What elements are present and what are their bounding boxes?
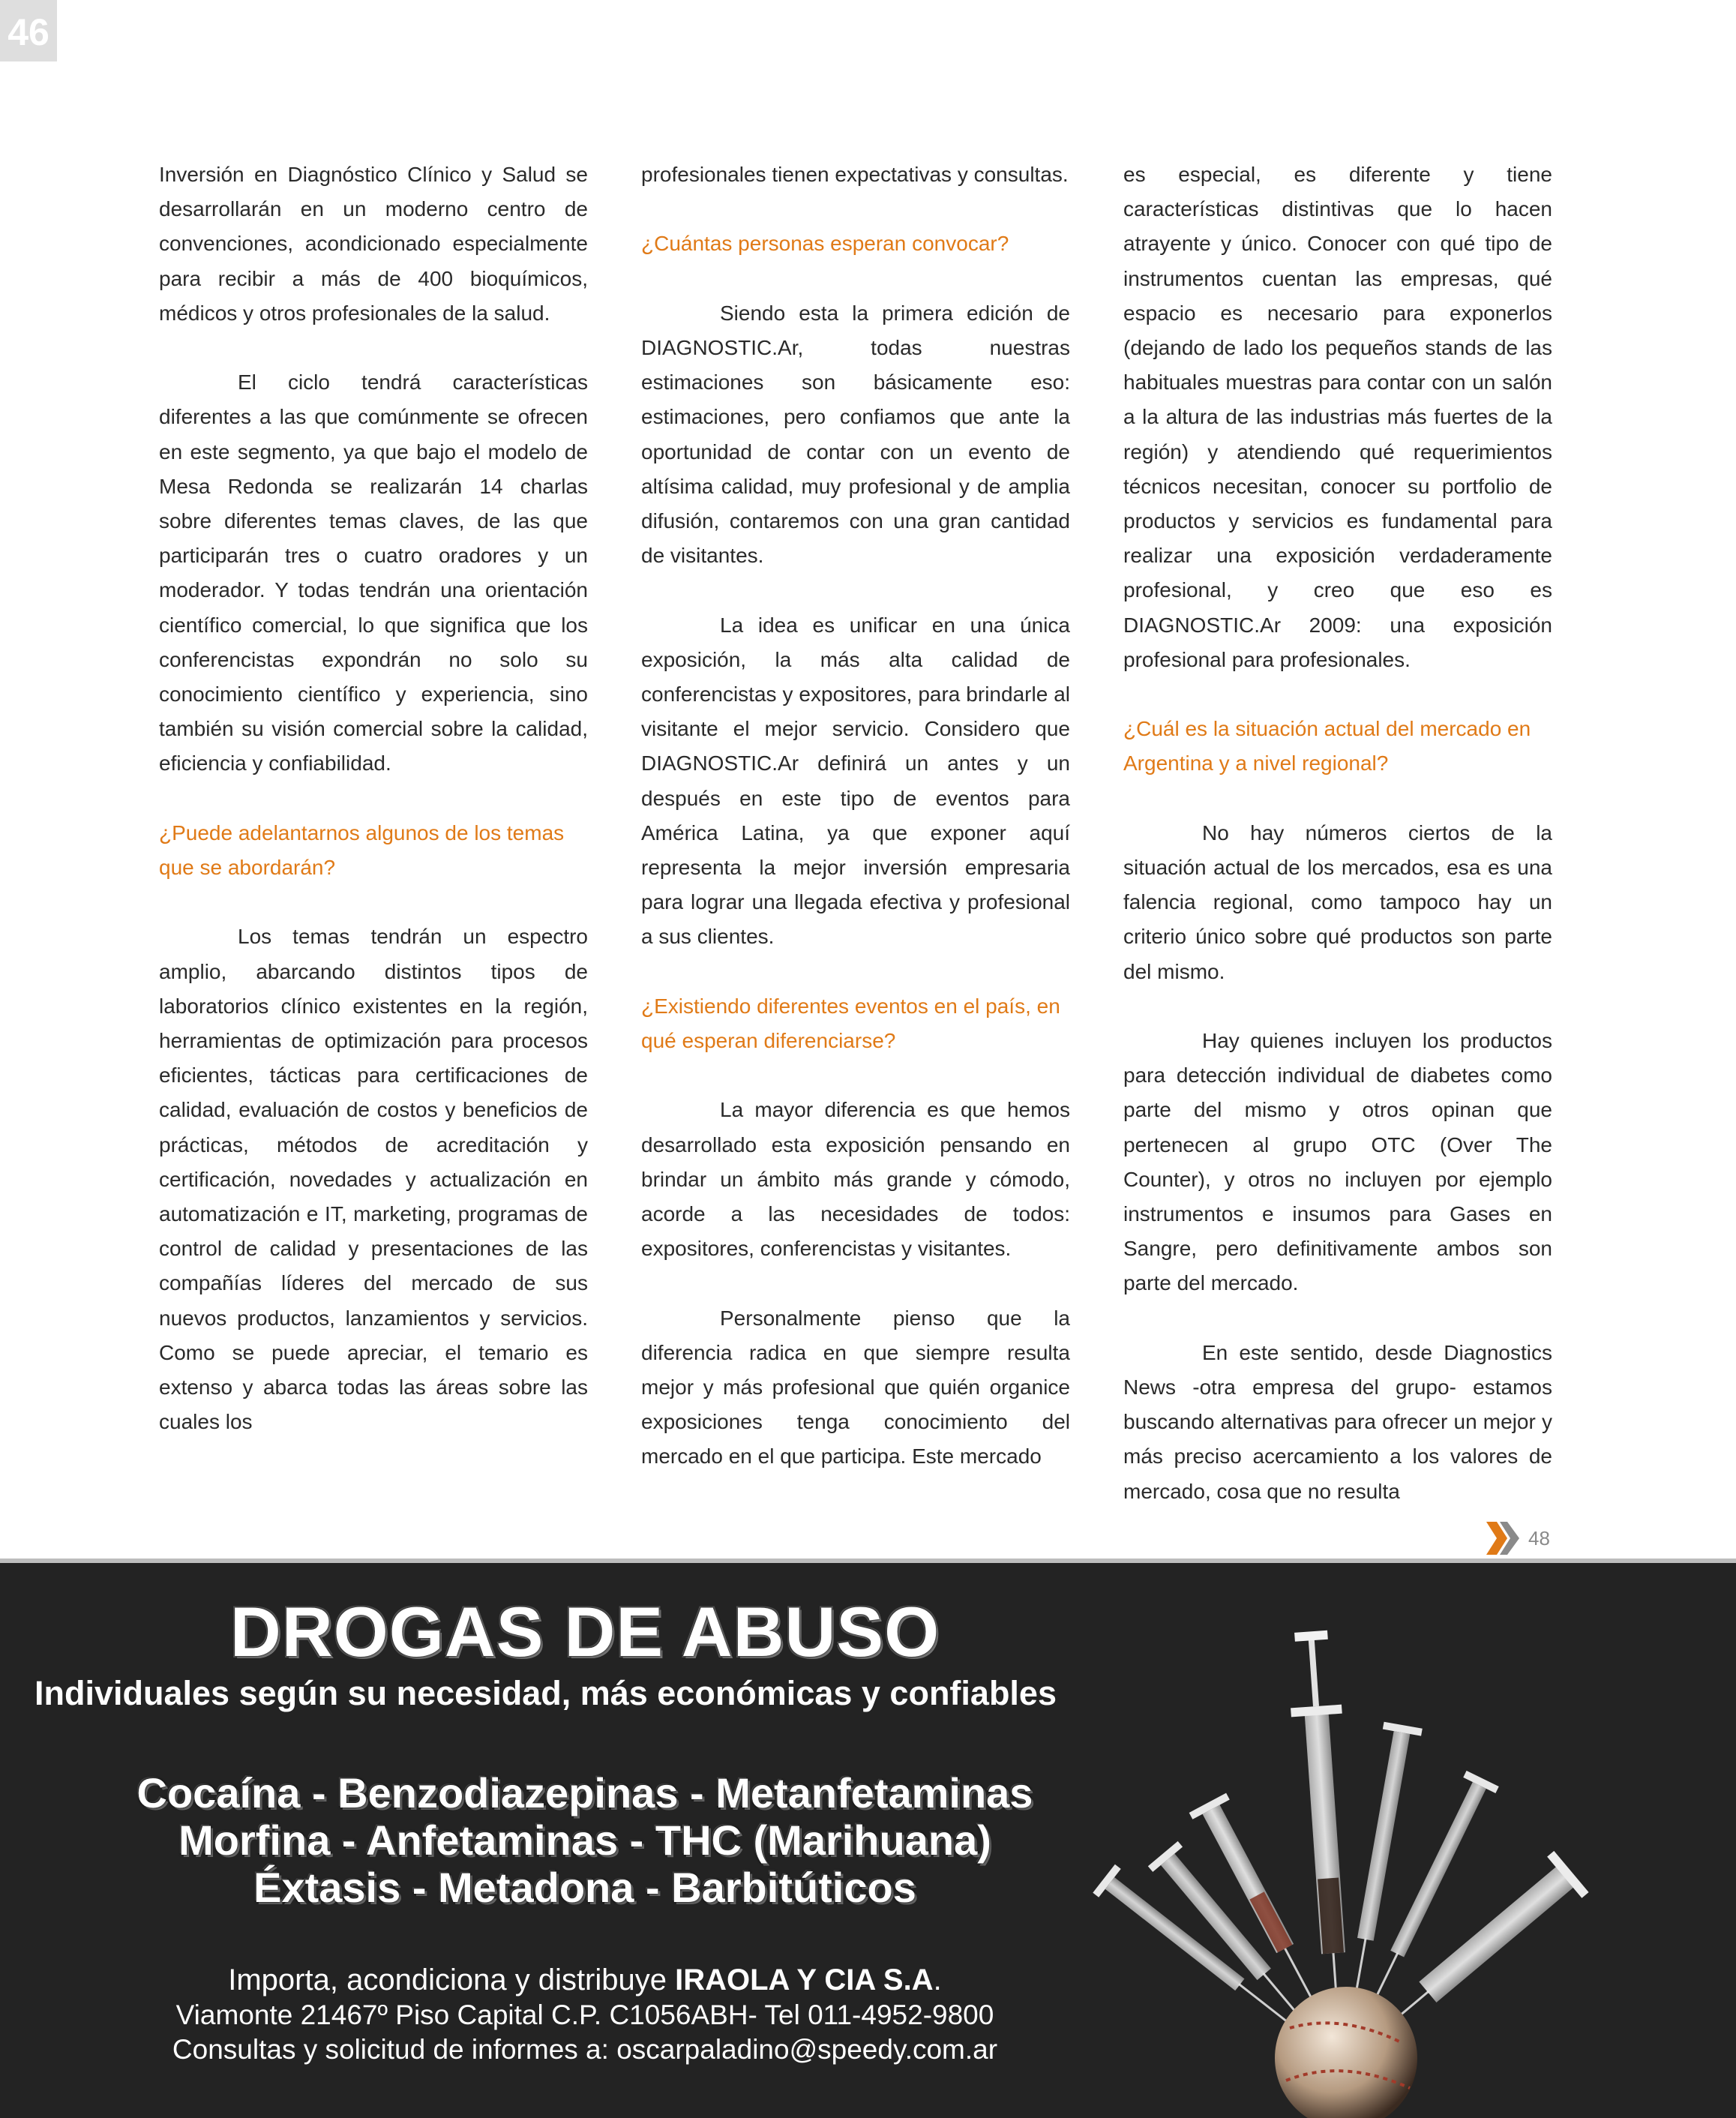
article-paragraph: Inversión en Diagnóstico Clínico y Salud se desarrollarán en un moderno centro de convenciones, acondicionado especialmente para recibir a más de 400 bioquímicos, médicos y otros profesionales de la salud. xyxy=(159,163,588,325)
advertisement xyxy=(0,1563,1736,2118)
article-column-1 xyxy=(159,158,588,1515)
ad-address: Viamonte 21467º Piso Capital C.P. C1056ABH- Tel 011-4952-9800 xyxy=(175,2000,994,2030)
ad-subtitle: Individuales según su necesidad, más económicas y confiables xyxy=(34,1674,1057,1712)
page-number xyxy=(1485,1520,1550,1557)
ad-importer xyxy=(0,1962,1170,1998)
article-paragraph: Hay quienes incluyen los productos para detección individual de diabetes como parte del mismo y otros opinan que pertenecen al grupo OTC (Over The Counter), y otros no incluyen por ejemplo instrumentos e insumos para Gases en Sangre, pero definitivamente ambos son parte del mercado. xyxy=(1123,1029,1552,1295)
ad-contact xyxy=(0,1962,1170,2067)
article-paragraph: La idea es unificar en una única exposición, la más alta calidad de conferencistas y expositores, para brindarle al visitante el mejor servicio. Considero que DIAGNOSTIC.Ar definirá un antes y un después en este tipo de eventos para América Latina, ya que exponer aquí representa la mejor inversión empresaria para lograr una llegada efectiva y profesional a sus clientes. xyxy=(641,613,1070,949)
double-chevron-icon xyxy=(1485,1520,1522,1556)
article-paragraph: Los temas tendrán un espectro amplio, abarcando distintos tipos de laboratorios clínico existentes en la región, herramientas de optimización para procesos eficientes, tácticas para certificaciones de calidad, evaluación de costos y beneficios de prácticas, métodos de acreditación y certificación, novedades y actualización en automatización e IT, marketing, programas de control de calidad y presentaciones de las compañías líderes del mercado de sus nuevos productos, lanzamientos y servicios. Como se puede apreciar, el temario es extenso y abarca todas las áreas sobre las cuales los xyxy=(159,925,588,1434)
article-paragraph: es especial, es diferente y tiene características distintivas que lo hacen atrayente y único. Conocer con qué tipo de instrumentos cuentan las empresas, qué espacio es necesario para exponerlos (dejando de lado los pequeños stands de las habituales muestras para contar con un salón a la altura de las industrias más fuertes de la región) y atendiendo qué requerimientos técnicos necesitan, conocer su portfolio de productos y servicios es fundamental para realizar una exposición verdaderamente profesional, y creo que eso es DIAGNOSTIC.Ar 2009: una exposición profesional para profesionales. xyxy=(1123,163,1552,671)
interview-question: ¿Puede adelantarnos algunos de los temas que se abordarán? xyxy=(159,820,565,880)
article-column-3 xyxy=(1123,158,1552,1515)
ad-title: DROGAS DE ABUSO xyxy=(229,1592,940,1671)
article-paragraph: En este sentido, desde Diagnostics News -otra empresa del grupo- estamos buscando alternativas para ofrecer un mejor y más preciso acercamiento a los valores de mercado, cosa que no resulta xyxy=(1123,1340,1552,1503)
ad-drug-line: Cocaína - Benzodiazepinas - Metanfetaminas xyxy=(136,1769,1033,1816)
interview-question: ¿Cuántas personas esperan convocar? xyxy=(641,232,1009,256)
ad-company-suffix: . xyxy=(933,1964,942,1996)
interview-question: ¿Existiendo diferentes eventos en el país, en qué esperan diferenciarse? xyxy=(641,994,1060,1053)
ad-company: IRAOLA Y CIA S.A xyxy=(675,1964,934,1996)
ad-inquiries: Consultas y solicitud de informes a: oscarpaladino@speedy.com.ar xyxy=(172,2034,998,2065)
ad-drug-line: Éxtasis - Metadona - Barbitúticos xyxy=(253,1864,916,1911)
article-paragraph: No hay números ciertos de la situación actual de los mercados, esa es una falencia regional, como tampoco hay un criterio único sobre qué productos son parte del mismo. xyxy=(1123,820,1552,983)
article-column-2 xyxy=(641,158,1070,1515)
article-paragraph: Personalmente pienso que la diferencia radica en que siempre resulta mejor y más profesional que quién organice exposiciones tenga conocimiento del mercado en el que participa. Este mercado xyxy=(641,1306,1070,1468)
ad-drug-list xyxy=(0,1769,1170,1911)
interview-question: ¿Cuál es la situación actual del mercado en Argentina y a nivel regional? xyxy=(1123,717,1531,776)
article-paragraph: Siendo esta la primera edición de DIAGNOSTIC.Ar, todas nuestras estimaciones son básicamente eso: estimaciones, pero confiamos que ante la oportunidad de contar con un evento de altísima calidad, muy profesional y de amplia difusión, contaremos con una gran cantidad de visitantes. xyxy=(641,301,1070,568)
page-tab-number: 46 xyxy=(0,0,57,62)
article-columns xyxy=(159,158,1552,1515)
article-paragraph: profesionales tienen expectativas y consultas. xyxy=(641,163,1069,186)
syringes-baseball-illustration xyxy=(1080,1563,1605,2118)
ad-importer-prefix: Importa, acondiciona y distribuye xyxy=(228,1964,676,1996)
article-paragraph: La mayor diferencia es que hemos desarrollado esta exposición pensando en brindar un ámbito más grande y cómodo, acorde a las necesidades de todos: expositores, conferencistas y visitantes. xyxy=(641,1098,1070,1261)
ad-drug-line: Morfina - Anfetaminas - THC (Marihuana) xyxy=(178,1816,991,1864)
article-paragraph: El ciclo tendrá características diferentes a las que comúnmente se ofrecen en este segmento, ya que bajo el modelo de Mesa Redonda se realizarán 14 charlas sobre diferentes temas claves, de las que participarán tres o cuatro oradores y un moderador. Y todas tendrán una orientación científico comercial, lo que significa que los conferencistas expondrán no solo su conocimiento científico y experiencia, sino también su visión comercial sobre la calidad, eficiencia y confiabilidad. xyxy=(159,370,588,776)
page-number-label: 48 xyxy=(1528,1526,1550,1550)
